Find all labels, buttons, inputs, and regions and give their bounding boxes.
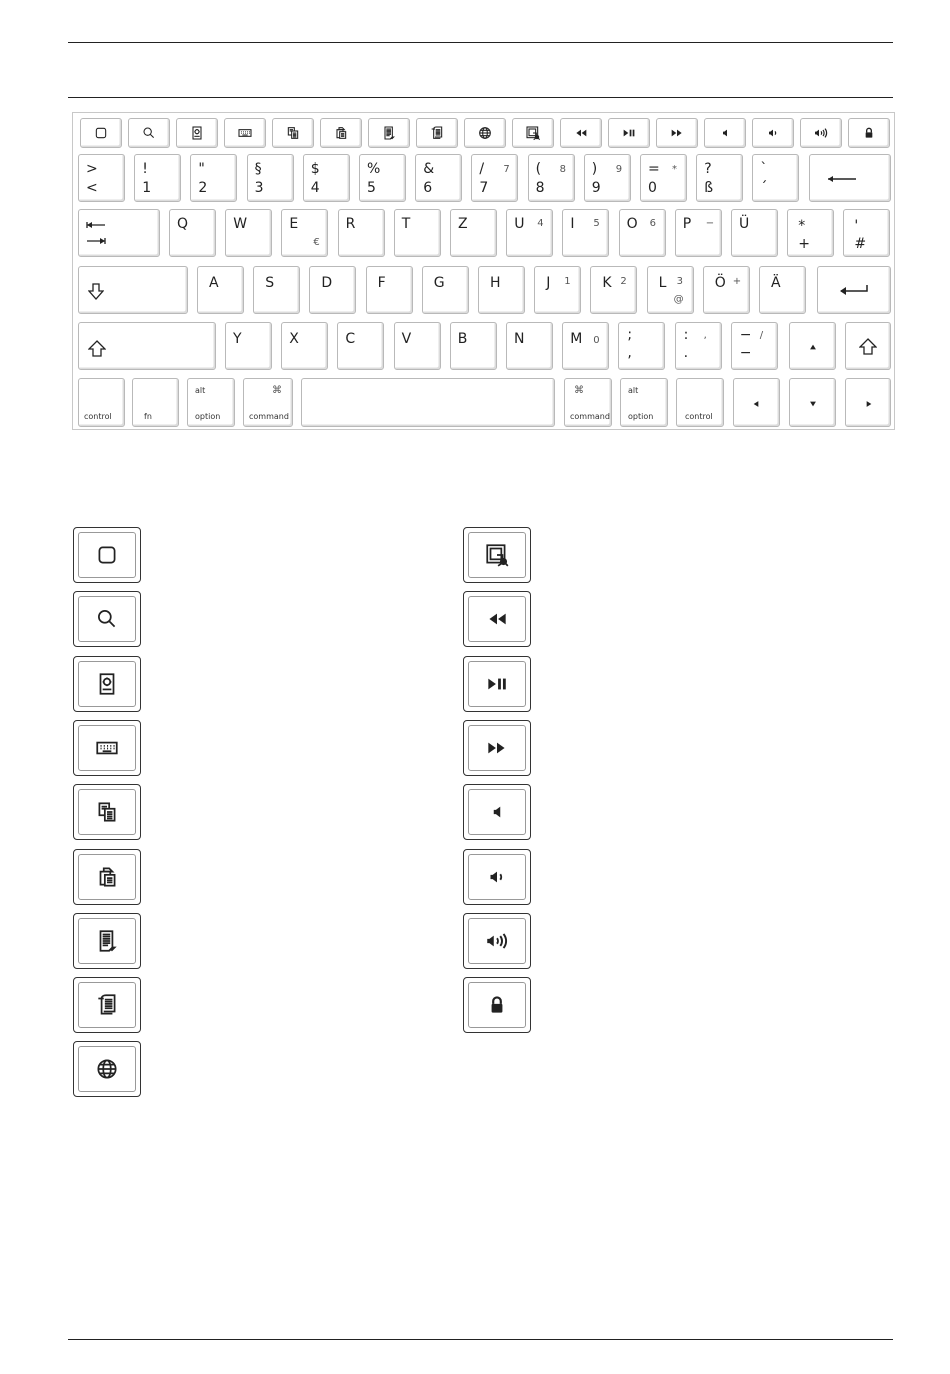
key-punct-8[interactable] <box>675 322 722 370</box>
arrow-left-key[interactable] <box>733 378 780 427</box>
key-top-char: % <box>367 161 381 177</box>
key-bottom-char: 4 <box>310 180 320 196</box>
fn-key-rewind[interactable] <box>560 118 602 148</box>
key-main-char: J <box>546 275 551 291</box>
key-N[interactable] <box>506 322 553 370</box>
legend-key-keyboard <box>73 720 141 776</box>
key-top-char: / <box>479 161 485 177</box>
key-bottom-char: 1 <box>142 180 152 196</box>
key-B[interactable] <box>450 322 497 370</box>
option-label: option <box>195 412 221 421</box>
key-main-char: S <box>265 275 275 291</box>
key-top-char: ! <box>142 161 148 177</box>
fn-key-globe[interactable] <box>464 118 506 148</box>
key-main-char: V <box>401 331 412 347</box>
key-main-char: I <box>570 216 575 232</box>
fn-key-document[interactable] <box>368 118 410 148</box>
control-label: control <box>84 412 112 421</box>
control-label: control <box>685 412 713 421</box>
key-O[interactable] <box>619 209 666 257</box>
key-punct-7[interactable] <box>618 322 665 370</box>
key-bottom-char: 2 <box>198 180 208 196</box>
command-label: command <box>570 412 610 421</box>
fn-key-photo[interactable] <box>176 118 218 148</box>
control-left-key[interactable] <box>78 378 125 427</box>
key-bottom-char: 8 <box>535 180 545 196</box>
legend-key-play-pause <box>463 656 531 712</box>
legend-key-document <box>73 913 141 969</box>
key-main-char: G <box>433 275 445 291</box>
key-9[interactable] <box>584 154 631 202</box>
key-main-char: T <box>401 216 411 232</box>
control-right-key[interactable] <box>676 378 724 427</box>
key-C[interactable] <box>337 322 384 370</box>
key-main-char: O <box>626 216 638 232</box>
key-top-char: ; <box>627 327 633 343</box>
fn-key-mute[interactable] <box>704 118 746 148</box>
legend-key-mute <box>463 784 531 840</box>
fn-key-keyboard[interactable] <box>224 118 266 148</box>
key-main-char: F <box>377 275 386 291</box>
tab-key[interactable] <box>78 209 160 257</box>
fn-label: fn <box>144 412 152 421</box>
key-8[interactable] <box>528 154 575 202</box>
key-main-char: Ü <box>739 216 750 232</box>
legend-key-rewind <box>463 591 531 647</box>
key-numpad-char: 1 <box>564 276 571 287</box>
key-main-char: W <box>233 216 248 232</box>
fn-key-lock[interactable] <box>848 118 890 148</box>
key-main-char: Ö <box>714 275 726 291</box>
key-top-char: * <box>798 218 806 234</box>
key-top-char: ) <box>591 161 598 177</box>
key-U[interactable] <box>506 209 553 257</box>
key-S[interactable] <box>253 266 300 314</box>
key-main-char: L <box>658 275 667 291</box>
legend-key-slideshow <box>463 527 531 583</box>
legend-key-globe <box>73 1041 141 1097</box>
legend-key-scroll <box>73 977 141 1033</box>
key-2[interactable] <box>190 154 237 202</box>
key-+[interactable] <box>787 209 834 257</box>
key-Z[interactable] <box>450 209 497 257</box>
key-top-char: ? <box>704 161 712 177</box>
header-rule-bottom <box>68 97 893 98</box>
legend-key-fast-forward <box>463 720 531 776</box>
option-label: option <box>628 412 654 421</box>
key-bottom-char: 3 <box>254 180 264 196</box>
arrow-up-key[interactable] <box>789 322 836 370</box>
key-bottom-char: 9 <box>591 180 601 196</box>
key-top-char: $ <box>310 161 320 177</box>
key-H[interactable] <box>478 266 525 314</box>
legend-key-copy <box>73 784 141 840</box>
key-6[interactable] <box>415 154 462 202</box>
key-main-char: H <box>490 275 501 291</box>
command-left-key[interactable] <box>243 378 293 427</box>
command-symbol-icon: ⌘ <box>574 385 584 396</box>
key-#[interactable] <box>843 209 890 257</box>
key-top-char: > <box>86 161 98 177</box>
key-numpad-char: 6 <box>649 218 656 229</box>
legend-key-lock <box>463 977 531 1033</box>
fn-key-volume-down[interactable] <box>752 118 794 148</box>
key-numpad-char: 7 <box>503 164 510 175</box>
option-left-key[interactable] <box>187 378 235 427</box>
fn-key-scroll[interactable] <box>416 118 458 148</box>
key-numpad-char: 2 <box>620 276 627 287</box>
fn-key-slideshow[interactable] <box>512 118 554 148</box>
key-numpad-char: 8 <box>559 164 566 175</box>
key-I[interactable] <box>562 209 609 257</box>
header-rule-top <box>68 42 893 43</box>
fn-key-search[interactable] <box>128 118 170 148</box>
right-shift-key[interactable] <box>845 322 891 370</box>
key-numpad-char: 9 <box>615 164 623 175</box>
key-Ö[interactable] <box>703 266 750 314</box>
legend-key-paste <box>73 849 141 905</box>
key-E[interactable] <box>281 209 328 257</box>
key-ß[interactable] <box>696 154 743 202</box>
key-numpad-char: + <box>732 276 742 287</box>
legend-key-search <box>73 591 141 647</box>
key-numpad-char: − <box>705 218 715 229</box>
key-X[interactable] <box>281 322 328 370</box>
key-T[interactable] <box>394 209 441 257</box>
key-main-char: P <box>682 216 692 232</box>
caps-lock-key[interactable] <box>78 266 188 314</box>
key-top-char: : <box>683 327 689 343</box>
key-top-char: & <box>423 161 435 177</box>
key-bottom-char: 5 <box>367 180 376 196</box>
key-0[interactable] <box>640 154 687 202</box>
legend-key-volume-up <box>463 913 531 969</box>
fn-key-fast-forward[interactable] <box>656 118 698 148</box>
key-main-char: Y <box>233 331 242 347</box>
key-top-char: = <box>648 161 660 177</box>
key-Ä[interactable] <box>759 266 806 314</box>
key-W[interactable] <box>225 209 272 257</box>
key-alt-char: @ <box>673 294 684 305</box>
key-R[interactable] <box>338 209 385 257</box>
key-top-char: ( <box>535 161 542 177</box>
keyboard-layout <box>72 112 895 430</box>
key-4[interactable] <box>303 154 350 202</box>
fn-key-paste[interactable] <box>320 118 362 148</box>
key-bottom-char: # <box>854 236 867 252</box>
footer-rule <box>68 1339 893 1340</box>
key-top-char: ' <box>854 218 859 234</box>
key-D[interactable] <box>309 266 356 314</box>
key-bottom-char: − <box>739 345 752 361</box>
key-F[interactable] <box>366 266 413 314</box>
legend-key-photo <box>73 656 141 712</box>
key-numpad-char: 3 <box>676 276 683 287</box>
key-<[interactable] <box>78 154 125 202</box>
key-main-char: A <box>209 275 219 291</box>
key-1[interactable] <box>134 154 181 202</box>
key-main-char: U <box>514 216 525 232</box>
key-main-char: M <box>570 331 583 347</box>
key-main-char: N <box>514 331 525 347</box>
key-bottom-char: < <box>86 180 98 196</box>
key-bottom-char: 6 <box>423 180 433 196</box>
arrow-right-key[interactable] <box>845 378 891 427</box>
key-P[interactable] <box>675 209 722 257</box>
fn-key[interactable] <box>132 378 179 427</box>
key-V[interactable] <box>394 322 441 370</box>
key-bottom-char: 0 <box>648 180 657 196</box>
key-M[interactable] <box>562 322 609 370</box>
legend-key-volume-down <box>463 849 531 905</box>
command-label: command <box>249 412 289 421</box>
key-main-char: R <box>345 216 356 232</box>
key-main-char: E <box>289 216 299 232</box>
fn-key-home-square[interactable] <box>80 118 122 148</box>
fn-key-copy[interactable] <box>272 118 314 148</box>
key-main-char: C <box>345 331 356 347</box>
key-punct-9[interactable] <box>731 322 778 370</box>
alt-label: alt <box>195 386 206 395</box>
key-main-char: X <box>289 331 299 347</box>
key-main-char: Z <box>458 216 468 232</box>
key-L[interactable] <box>647 266 694 314</box>
key-bottom-char: 7 <box>479 180 489 196</box>
fn-key-play-pause[interactable] <box>608 118 650 148</box>
key-numpad-char: * <box>672 164 677 175</box>
key-main-char: B <box>457 331 468 347</box>
key-Ü[interactable] <box>731 209 778 257</box>
alt-label: alt <box>628 386 639 395</box>
key-bottom-char: , <box>627 345 632 361</box>
key-numpad-char: 4 <box>537 218 544 229</box>
key-numpad-char: 5 <box>593 218 600 229</box>
key-A[interactable] <box>197 266 244 314</box>
key-numpad-char: / <box>759 330 764 341</box>
key-5[interactable] <box>359 154 406 202</box>
arrow-down-key[interactable] <box>789 378 836 427</box>
key-K[interactable] <box>590 266 637 314</box>
key-3[interactable] <box>247 154 294 202</box>
key-alt-char: € <box>313 237 320 248</box>
key-bottom-char: ´ <box>760 180 768 196</box>
return-key[interactable] <box>817 266 891 314</box>
key-G[interactable] <box>422 266 469 314</box>
key-numpad-char: , <box>703 330 707 341</box>
key-bottom-char: + <box>798 236 810 252</box>
key-top-char: ` <box>760 161 768 177</box>
key-top-char: " <box>198 161 205 177</box>
key-main-char: K <box>602 275 612 291</box>
command-symbol-icon: ⌘ <box>272 385 282 396</box>
key-top-char: − <box>739 327 752 343</box>
key-main-char: D <box>321 275 333 291</box>
key-bottom-char: . <box>683 345 689 361</box>
key-top-char: § <box>254 161 262 177</box>
key-numpad-char: 0 <box>593 335 600 346</box>
key-Q[interactable] <box>169 209 216 257</box>
legend-key-home-square <box>73 527 141 583</box>
option-right-key[interactable] <box>620 378 668 427</box>
key-main-char: Q <box>177 216 189 232</box>
fn-key-volume-up[interactable] <box>800 118 842 148</box>
key-Y[interactable] <box>225 322 272 370</box>
backspace-key[interactable] <box>809 154 891 202</box>
key-7[interactable] <box>471 154 518 202</box>
key-´[interactable] <box>752 154 799 202</box>
left-shift-key[interactable] <box>78 322 216 370</box>
key-main-char: Ä <box>771 275 781 291</box>
space-bar[interactable] <box>301 378 555 427</box>
key-J[interactable] <box>534 266 581 314</box>
key-bottom-char: ß <box>704 180 714 196</box>
command-right-key[interactable] <box>564 378 612 427</box>
